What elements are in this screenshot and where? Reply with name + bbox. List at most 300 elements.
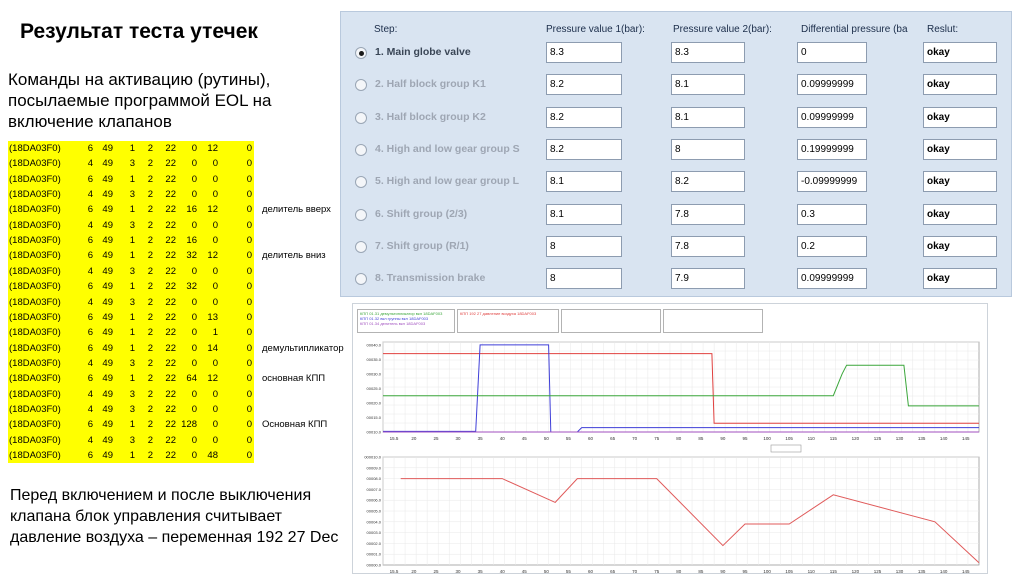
command-byte: 4 bbox=[87, 357, 93, 369]
y-tick-label: 00015.0 bbox=[366, 414, 381, 420]
command-byte: 6 bbox=[87, 419, 93, 431]
command-byte: 0 bbox=[246, 388, 252, 400]
legend-box-3 bbox=[561, 309, 661, 333]
command-row bbox=[8, 402, 368, 418]
command-byte: 49 bbox=[102, 419, 113, 431]
bottom-note: Перед включением и после выключения клапана блок управления считывает давление воздуха – переменная 192 27 Dec bbox=[10, 487, 339, 546]
command-byte: 0 bbox=[212, 296, 218, 308]
x-tick-label: 65 bbox=[610, 569, 616, 574]
command-byte: 2 bbox=[147, 450, 153, 461]
x-tick-label: 90 bbox=[720, 436, 726, 441]
x-tick-label: 55 bbox=[565, 436, 571, 441]
pressure-1-field[interactable]: 8.3 bbox=[546, 42, 622, 63]
pressure-1-field[interactable]: 8.2 bbox=[546, 139, 622, 160]
command-byte: 6 bbox=[87, 235, 93, 247]
x-tick-label: 100 bbox=[763, 436, 771, 441]
result-field[interactable]: okay bbox=[923, 236, 997, 257]
command-byte: 6 bbox=[87, 342, 93, 354]
header-result: Reslut: bbox=[927, 24, 959, 35]
command-byte: 1 bbox=[129, 250, 135, 262]
result-field[interactable]: okay bbox=[923, 74, 997, 95]
differential-field[interactable]: 0 bbox=[797, 42, 867, 63]
y-tick-label: 00040.0 bbox=[366, 342, 381, 348]
command-row bbox=[8, 295, 368, 311]
x-tick-label: 35 bbox=[477, 436, 483, 441]
y-tick-label: 00010.0 bbox=[366, 429, 381, 435]
command-byte: 12 bbox=[207, 204, 218, 216]
command-byte: 0 bbox=[191, 143, 197, 154]
command-byte: 0 bbox=[191, 311, 197, 323]
command-byte: 22 bbox=[165, 189, 176, 201]
command-byte: 49 bbox=[102, 388, 113, 400]
command-byte: 49 bbox=[102, 265, 113, 277]
x-tick-label: 25 bbox=[433, 436, 439, 441]
x-tick-label: 140 bbox=[939, 436, 948, 441]
command-byte: 6 bbox=[87, 143, 93, 154]
command-byte: 1 bbox=[129, 342, 135, 354]
command-byte: 0 bbox=[212, 189, 218, 201]
command-row bbox=[8, 448, 368, 464]
command-id: (18DA03F0) bbox=[9, 403, 61, 415]
command-byte: 49 bbox=[102, 434, 113, 446]
command-byte: 6 bbox=[87, 450, 93, 461]
command-id: (18DA03F0) bbox=[9, 204, 61, 216]
step-radio[interactable] bbox=[355, 47, 367, 59]
command-byte: 13 bbox=[207, 311, 218, 323]
command-byte: 0 bbox=[246, 373, 252, 385]
result-field[interactable]: okay bbox=[923, 268, 997, 289]
x-tick-label: 20 bbox=[411, 436, 417, 441]
command-byte: 0 bbox=[246, 403, 252, 415]
x-tick-label: 80 bbox=[676, 569, 682, 574]
step-label: 8. Transmission brake bbox=[375, 272, 486, 285]
command-byte: 0 bbox=[212, 419, 218, 431]
command-byte: 22 bbox=[165, 342, 176, 354]
differential-field[interactable]: 0.09999999 bbox=[797, 74, 867, 95]
pressure-1-field[interactable]: 8.1 bbox=[546, 171, 622, 192]
y-tick-label: 00035.0 bbox=[366, 356, 381, 362]
result-field[interactable]: okay bbox=[923, 204, 997, 225]
command-byte: 2 bbox=[147, 373, 153, 385]
step-label: 5. High and low gear group L bbox=[375, 175, 520, 188]
command-byte: 0 bbox=[246, 250, 252, 262]
y-tick-label: 00006.0 bbox=[366, 497, 381, 503]
result-field[interactable]: okay bbox=[923, 42, 997, 63]
command-byte: 22 bbox=[165, 403, 176, 415]
y-tick-label: 000010.0 bbox=[364, 454, 381, 460]
command-byte: 2 bbox=[147, 342, 153, 354]
command-byte: 3 bbox=[129, 189, 135, 201]
command-byte: 0 bbox=[246, 189, 252, 201]
y-tick-label: 00005.0 bbox=[366, 508, 381, 514]
command-id: (18DA03F0) bbox=[9, 434, 61, 446]
x-tick-label: 125 bbox=[873, 569, 882, 574]
slide-description: Команды на активацию (рутины), посылаемые программой EOL на включение клапанов bbox=[8, 70, 272, 131]
pressure-1-field[interactable]: 8 bbox=[546, 268, 622, 289]
command-row bbox=[8, 356, 368, 372]
command-note: основная КПП bbox=[262, 373, 326, 385]
result-field[interactable]: okay bbox=[923, 107, 997, 128]
x-tick-label: 90 bbox=[720, 569, 726, 574]
pressure-1-field[interactable]: 8.2 bbox=[546, 107, 622, 128]
command-byte: 22 bbox=[165, 281, 176, 293]
command-byte: 3 bbox=[129, 219, 135, 231]
x-tick-label: 60 bbox=[587, 436, 594, 441]
command-id: (18DA03F0) bbox=[9, 296, 61, 308]
command-byte: 4 bbox=[87, 265, 93, 277]
x-tick-label: 60 bbox=[587, 569, 594, 574]
step-radio[interactable] bbox=[355, 79, 367, 91]
command-byte: 49 bbox=[102, 235, 113, 247]
command-row bbox=[8, 172, 368, 188]
command-byte: 22 bbox=[165, 434, 176, 446]
header-pressure-1: Pressure value 1(bar): bbox=[546, 24, 645, 35]
command-byte: 0 bbox=[191, 327, 197, 339]
command-byte: 2 bbox=[147, 219, 153, 231]
command-id: (18DA03F0) bbox=[9, 419, 61, 431]
command-byte: 2 bbox=[147, 189, 153, 201]
x-tick-label: 25 bbox=[433, 569, 439, 574]
x-tick-label: 50 bbox=[543, 436, 549, 441]
pressure-2-field[interactable]: 8.3 bbox=[671, 42, 745, 63]
command-byte: 0 bbox=[191, 296, 197, 308]
command-byte: 0 bbox=[191, 173, 197, 185]
command-byte: 2 bbox=[147, 311, 153, 323]
command-byte: 4 bbox=[87, 434, 93, 446]
command-byte: 0 bbox=[191, 342, 197, 354]
y-tick-label: 00001.0 bbox=[366, 551, 381, 557]
command-byte: 49 bbox=[102, 204, 113, 216]
command-byte: 0 bbox=[246, 296, 252, 308]
step-row[interactable] bbox=[341, 266, 1013, 292]
command-byte: 0 bbox=[246, 311, 252, 323]
command-note: Основная КПП bbox=[262, 419, 328, 431]
y-tick-label: 00004.0 bbox=[366, 519, 381, 525]
command-id: (18DA03F0) bbox=[9, 189, 61, 201]
pressure-1-field[interactable]: 8 bbox=[546, 236, 622, 257]
command-byte: 16 bbox=[186, 235, 197, 247]
legend-entry: КПП 01.31 демультипликатор вкл 18DAF003 bbox=[360, 311, 443, 316]
step-row[interactable] bbox=[341, 40, 1013, 66]
command-byte: 0 bbox=[212, 219, 218, 231]
step-row[interactable] bbox=[341, 234, 1013, 260]
command-byte: 1 bbox=[129, 235, 135, 247]
command-id: (18DA03F0) bbox=[9, 311, 61, 323]
command-byte: 2 bbox=[147, 419, 153, 431]
command-id: (18DA03F0) bbox=[9, 219, 61, 231]
command-row bbox=[8, 387, 368, 403]
command-byte: 0 bbox=[191, 450, 197, 461]
command-byte: 1 bbox=[129, 327, 135, 339]
command-byte: 1 bbox=[129, 173, 135, 185]
x-tick-label: 130 bbox=[895, 436, 904, 441]
x-tick-label: 70 bbox=[632, 569, 638, 574]
command-byte: 1 bbox=[129, 311, 135, 323]
command-byte: 22 bbox=[165, 419, 176, 431]
command-byte: 49 bbox=[102, 219, 113, 231]
x-tick-label: 30 bbox=[455, 569, 461, 574]
command-byte: 1 bbox=[129, 281, 135, 293]
command-table bbox=[8, 141, 344, 463]
command-byte: 0 bbox=[191, 158, 197, 170]
x-tick-label: 15.5 bbox=[389, 436, 399, 441]
command-byte: 49 bbox=[102, 327, 113, 339]
step-row[interactable] bbox=[341, 72, 1013, 98]
y-tick-label: 00007.0 bbox=[366, 486, 381, 492]
command-byte: 2 bbox=[147, 265, 153, 277]
command-id: (18DA03F0) bbox=[9, 173, 61, 185]
command-byte: 2 bbox=[147, 204, 153, 216]
differential-field[interactable]: 0.09999999 bbox=[797, 107, 867, 128]
result-field[interactable]: okay bbox=[923, 139, 997, 160]
command-byte: 22 bbox=[165, 158, 176, 170]
x-tick-label: 70 bbox=[632, 436, 638, 441]
command-byte: 0 bbox=[212, 403, 218, 415]
command-byte: 49 bbox=[102, 173, 113, 185]
header-differential: Differential pressure (ba bbox=[801, 24, 908, 35]
pressure-2-field[interactable]: 8.2 bbox=[671, 171, 745, 192]
pressure-2-field[interactable]: 8.1 bbox=[671, 107, 745, 128]
differential-field[interactable]: 0.3 bbox=[797, 204, 867, 225]
command-byte: 22 bbox=[165, 219, 176, 231]
y-tick-label: 00020.0 bbox=[366, 400, 381, 406]
step-radio[interactable] bbox=[355, 144, 367, 156]
step-label: 4. High and low gear group S bbox=[375, 142, 520, 155]
command-byte: 1 bbox=[129, 419, 135, 431]
x-tick-label: 80 bbox=[676, 436, 682, 441]
command-byte: 22 bbox=[165, 173, 176, 185]
command-byte: 49 bbox=[102, 311, 113, 323]
x-tick-label: 45 bbox=[521, 436, 527, 441]
slide-title: Результат теста утечек bbox=[20, 20, 258, 43]
command-byte: 4 bbox=[87, 403, 93, 415]
legend-box-1 bbox=[357, 309, 455, 333]
command-byte: 0 bbox=[246, 342, 252, 354]
command-byte: 49 bbox=[102, 189, 113, 201]
step-label: 1. Main globe valve bbox=[375, 46, 471, 58]
command-byte: 0 bbox=[191, 434, 197, 446]
command-byte: 1 bbox=[129, 450, 135, 461]
x-tick-label: 140 bbox=[939, 569, 948, 574]
header-pressure-2: Pressure value 2(bar): bbox=[673, 24, 772, 35]
command-byte: 2 bbox=[147, 158, 153, 170]
command-byte: 0 bbox=[246, 327, 252, 339]
command-id: (18DA03F0) bbox=[9, 373, 61, 385]
pressure-2-field[interactable]: 7.8 bbox=[671, 236, 745, 257]
x-tick-label: 15.5 bbox=[389, 569, 399, 574]
command-byte: 0 bbox=[212, 173, 218, 185]
command-id: (18DA03F0) bbox=[9, 265, 61, 277]
x-tick-label: 75 bbox=[654, 436, 660, 441]
x-tick-label: 85 bbox=[698, 569, 704, 574]
command-byte: 32 bbox=[186, 281, 197, 293]
command-byte: 0 bbox=[212, 388, 218, 400]
command-byte: 2 bbox=[147, 357, 153, 369]
pressure-2-field[interactable]: 8.1 bbox=[671, 74, 745, 95]
command-byte: 3 bbox=[129, 158, 135, 170]
header-step: Step: bbox=[374, 24, 398, 35]
command-byte: 4 bbox=[87, 296, 93, 308]
command-id: (18DA03F0) bbox=[9, 388, 61, 400]
step-row[interactable] bbox=[341, 169, 1013, 195]
x-tick-label: 40 bbox=[499, 569, 505, 574]
command-byte: 22 bbox=[165, 296, 176, 308]
command-byte: 22 bbox=[165, 311, 176, 323]
y-tick-label: 00002.0 bbox=[366, 540, 381, 546]
pressure-1-field[interactable]: 8.2 bbox=[546, 74, 622, 95]
y-tick-label: 00030.0 bbox=[366, 371, 381, 377]
command-byte: 12 bbox=[207, 250, 218, 262]
command-byte: 2 bbox=[147, 434, 153, 446]
command-byte: 0 bbox=[212, 158, 218, 170]
x-tick-label: 40 bbox=[499, 436, 505, 441]
command-row bbox=[8, 433, 368, 449]
pressure-1-field[interactable]: 8.1 bbox=[546, 204, 622, 225]
command-byte: 6 bbox=[87, 250, 93, 262]
command-byte: 0 bbox=[246, 357, 252, 369]
command-byte: 0 bbox=[246, 235, 252, 247]
x-tick-label: 95 bbox=[742, 436, 748, 441]
command-row bbox=[8, 417, 368, 433]
command-byte: 49 bbox=[102, 373, 113, 385]
command-id: (18DA03F0) bbox=[9, 250, 61, 262]
differential-field[interactable]: 0.09999999 bbox=[797, 268, 867, 289]
command-row bbox=[8, 248, 368, 264]
cursor-label bbox=[771, 445, 801, 452]
command-id: (18DA03F0) bbox=[9, 158, 61, 170]
command-byte: 0 bbox=[191, 219, 197, 231]
command-byte: 2 bbox=[147, 388, 153, 400]
command-byte: 49 bbox=[102, 450, 113, 461]
legend-entry: КПП 01.32 вкл группы вкл 18DAF003 bbox=[360, 316, 429, 321]
differential-field[interactable]: -0.09999999 bbox=[797, 171, 867, 192]
command-byte: 0 bbox=[212, 281, 218, 293]
command-byte: 22 bbox=[165, 357, 176, 369]
command-byte: 3 bbox=[129, 357, 135, 369]
command-id: (18DA03F0) bbox=[9, 327, 61, 339]
differential-field[interactable]: 0.19999999 bbox=[797, 139, 867, 160]
command-row bbox=[8, 371, 368, 387]
step-label: 2. Half block group K1 bbox=[375, 78, 486, 91]
pressure-2-field[interactable]: 7.9 bbox=[671, 268, 745, 289]
command-byte: 2 bbox=[147, 281, 153, 293]
command-byte: 0 bbox=[246, 219, 252, 231]
command-byte: 0 bbox=[246, 204, 252, 216]
command-byte: 2 bbox=[147, 296, 153, 308]
command-byte: 22 bbox=[165, 450, 176, 461]
command-byte: 4 bbox=[87, 388, 93, 400]
command-byte: 49 bbox=[102, 342, 113, 354]
step-row[interactable] bbox=[341, 105, 1013, 131]
command-byte: 0 bbox=[246, 281, 252, 293]
differential-field[interactable]: 0.2 bbox=[797, 236, 867, 257]
command-row bbox=[8, 264, 368, 280]
command-id: (18DA03F0) bbox=[9, 235, 61, 247]
command-byte: 0 bbox=[212, 235, 218, 247]
command-note: делитель вниз bbox=[262, 250, 326, 262]
x-tick-label: 30 bbox=[455, 436, 461, 441]
command-row bbox=[8, 341, 368, 357]
command-byte: 3 bbox=[129, 434, 135, 446]
command-byte: 32 bbox=[186, 250, 197, 262]
legend-box-4 bbox=[663, 309, 763, 333]
legend-entry: КПП 192 27 давление воздуха 18DAF003 bbox=[460, 311, 537, 316]
x-tick-label: 95 bbox=[742, 569, 748, 574]
command-row bbox=[8, 233, 368, 249]
command-byte: 49 bbox=[102, 403, 113, 415]
command-byte: 6 bbox=[87, 373, 93, 385]
command-byte: 0 bbox=[246, 158, 252, 170]
command-row bbox=[8, 325, 368, 341]
command-byte: 6 bbox=[87, 173, 93, 185]
command-byte: 6 bbox=[87, 204, 93, 216]
command-byte: 2 bbox=[147, 143, 153, 154]
command-byte: 64 bbox=[186, 373, 197, 385]
command-id: (18DA03F0) bbox=[9, 357, 61, 369]
command-byte: 3 bbox=[129, 265, 135, 277]
command-byte: 22 bbox=[165, 327, 176, 339]
command-byte: 22 bbox=[165, 265, 176, 277]
command-byte: 1 bbox=[129, 143, 135, 154]
command-note: демультипликатор bbox=[262, 342, 344, 354]
pressure-charts bbox=[352, 303, 988, 574]
command-byte: 0 bbox=[246, 434, 252, 446]
legend-box-2 bbox=[457, 309, 559, 333]
x-tick-label: 145 bbox=[961, 569, 970, 574]
command-byte: 128 bbox=[181, 419, 197, 431]
y-tick-label: 00008.0 bbox=[366, 476, 381, 482]
command-byte: 12 bbox=[207, 143, 218, 154]
command-byte: 48 bbox=[207, 450, 218, 461]
command-byte: 22 bbox=[165, 373, 176, 385]
command-byte: 49 bbox=[102, 296, 113, 308]
command-byte: 6 bbox=[87, 281, 93, 293]
step-radio[interactable] bbox=[355, 241, 367, 253]
step-radio[interactable] bbox=[355, 209, 367, 221]
command-byte: 2 bbox=[147, 327, 153, 339]
step-row[interactable] bbox=[341, 137, 1013, 163]
command-row bbox=[8, 218, 368, 234]
command-byte: 6 bbox=[87, 311, 93, 323]
step-label: 7. Shift group (R/1) bbox=[375, 239, 469, 252]
command-byte: 22 bbox=[165, 388, 176, 400]
y-tick-label: 00009.0 bbox=[366, 465, 381, 471]
command-byte: 3 bbox=[129, 296, 135, 308]
x-tick-label: 135 bbox=[917, 569, 926, 574]
pressure-2-field[interactable]: 8 bbox=[671, 139, 745, 160]
command-byte: 2 bbox=[147, 173, 153, 185]
result-field[interactable]: okay bbox=[923, 171, 997, 192]
pressure-2-field[interactable]: 7.8 bbox=[671, 204, 745, 225]
step-radio[interactable] bbox=[355, 112, 367, 124]
step-radio[interactable] bbox=[355, 176, 367, 188]
step-row[interactable] bbox=[341, 202, 1013, 228]
y-tick-label: 00025.0 bbox=[366, 385, 381, 391]
x-tick-label: 135 bbox=[917, 436, 926, 441]
command-byte: 0 bbox=[246, 173, 252, 185]
x-tick-label: 130 bbox=[895, 569, 904, 574]
x-tick-label: 85 bbox=[698, 436, 704, 441]
x-tick-label: 125 bbox=[873, 436, 882, 441]
command-id: (18DA03F0) bbox=[9, 342, 61, 354]
command-byte: 16 bbox=[186, 204, 197, 216]
x-tick-label: 20 bbox=[411, 569, 417, 574]
command-byte: 2 bbox=[147, 403, 153, 415]
command-byte: 0 bbox=[191, 189, 197, 201]
step-radio[interactable] bbox=[355, 273, 367, 285]
x-tick-label: 145 bbox=[961, 436, 970, 441]
leak-test-panel bbox=[340, 11, 1012, 297]
